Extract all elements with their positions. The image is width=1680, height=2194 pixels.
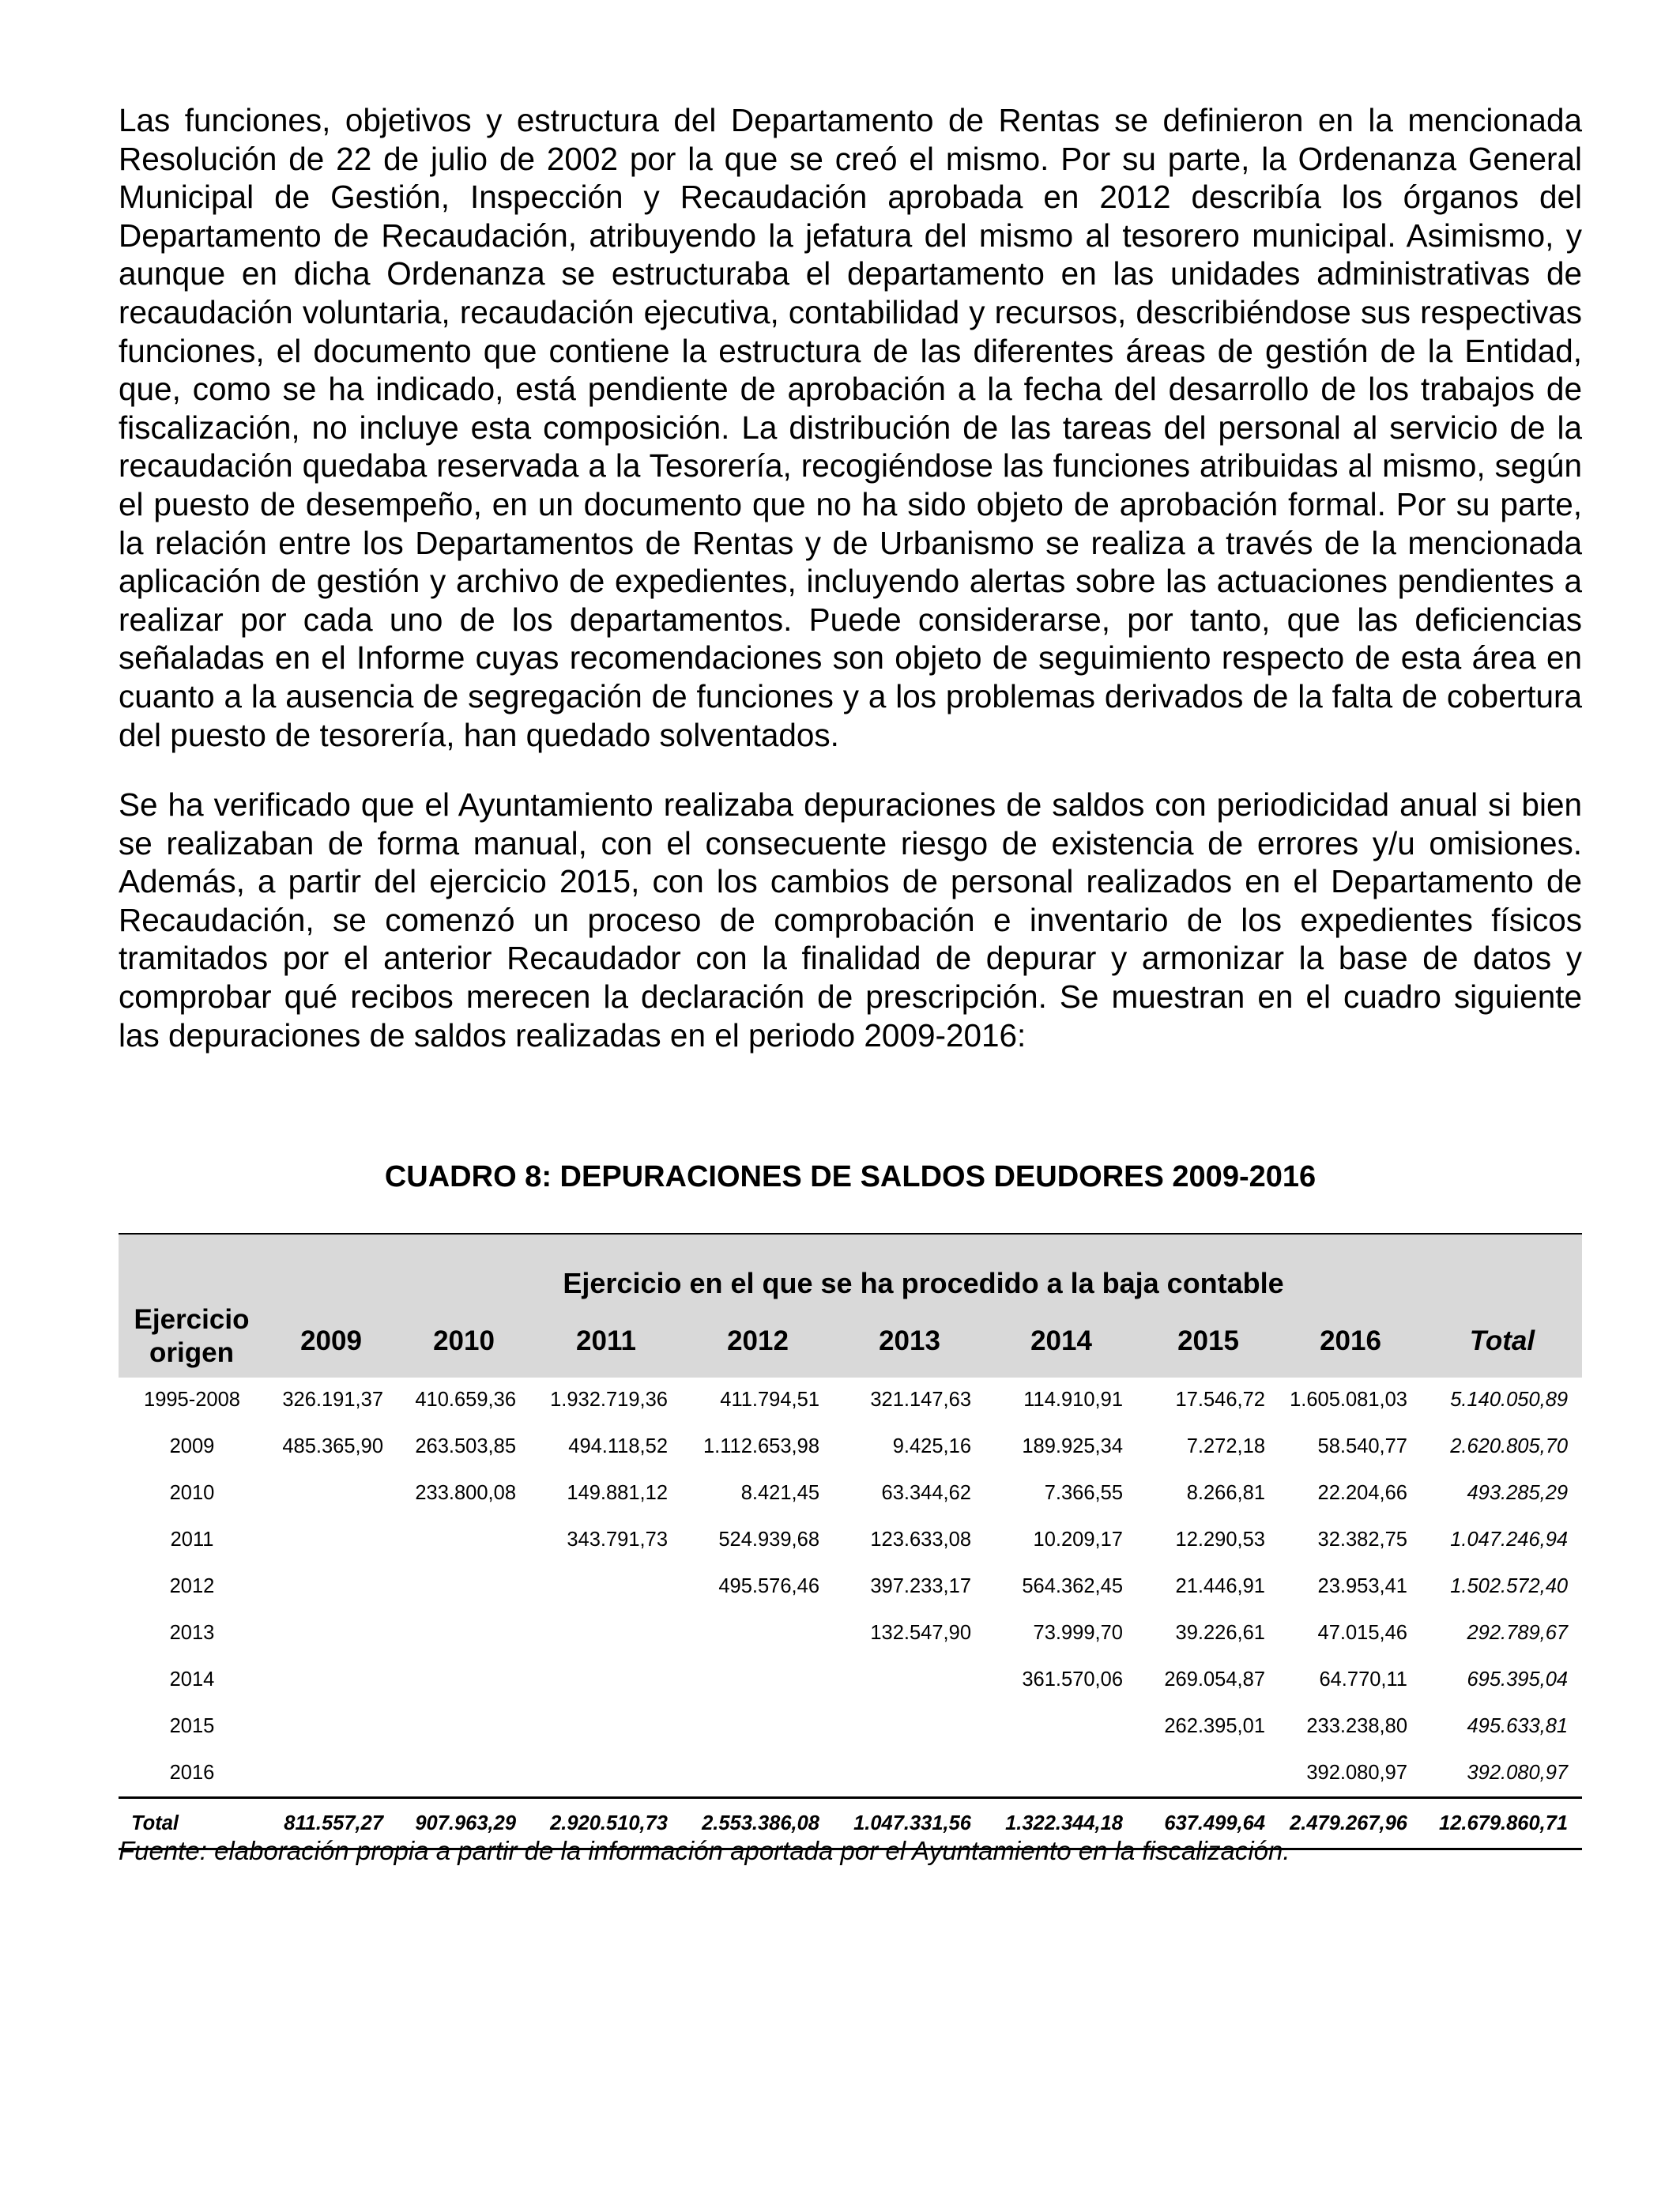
value-cell: 132.547,90 [870, 1622, 971, 1644]
value-cell: 494.118,52 [568, 1435, 668, 1457]
table-row [119, 1610, 1582, 1657]
value-cell: 10.209,17 [1033, 1529, 1123, 1551]
data-table [119, 1233, 1582, 1850]
value-cell [397, 1610, 530, 1657]
value-cell [530, 1610, 682, 1657]
value-cell: 392.080,97 [1306, 1762, 1407, 1784]
value-cell: 32.382,75 [1317, 1529, 1407, 1551]
row-origin-cell: 2016 [169, 1762, 215, 1784]
row-total-cell: 5.140.050,89 [1450, 1389, 1569, 1411]
value-cell: 233.238,80 [1306, 1715, 1407, 1737]
value-cell [397, 1517, 530, 1563]
value-cell: 149.881,12 [567, 1482, 668, 1504]
body-paragraph-1: Las funciones, objetivos y estructura del Departamento de Rentas se definieron en la mencionada Resolución de 22 de julio de 2002 por la que se creó el mismo. Por su parte, la Ordenanza General Municipal de Gestión, Inspección y Recaudación aprobada en 2012 describía los órganos del Departamento de Recaudación, atribuyendo la jefatura del mismo al tesorero municipal. Asimismo, y aunque en dicha Ordenanza se estructuraba el departamento en las unidades administrativas de recaudación voluntaria, recaudación ejecutiva, contabilidad y recursos, describiéndose sus respectivas funciones, el documento que contiene la estructura de las diferentes áreas de gestión de la Entidad, que, como se ha indicado, está pendiente de aprobación a la fecha del desarrollo de los trabajos de fiscalización, no incluye esta composición. La distribución de las tareas del personal al servicio de la recaudación quedaba reservada a la Tesorería, recogiéndose las funciones atribuidas al mismo, según el puesto de desempeño, en un documento que no ha sido objeto de aprobación formal. Por su parte, la relación entre los Departamentos de Rentas y de Urbanismo se realiza a través de la mencionada aplicación de gestión y archivo de expedientes, incluyendo alertas sobre las actuaciones pendientes a realizar por cada uno de los departamentos. Puede considerarse, por tanto, que las deficiencias señaladas en el Informe cuyas recomendaciones son objeto de seguimiento respecto de esta área en cuanto a la ausencia de segregación de funciones y a los problemas derivados de la falta de cobertura del puesto de tesorería, han quedado solventados. [119, 102, 1582, 753]
row-total-cell: 392.080,97 [1467, 1762, 1569, 1784]
value-cell [265, 1657, 397, 1703]
total-value-cell: 1.322.344,18 [1005, 1811, 1123, 1834]
value-cell: 321.147,63 [870, 1389, 971, 1411]
table-row [119, 1563, 1582, 1610]
table-body [119, 1378, 1582, 1798]
row-origin-cell: 1995-2008 [144, 1389, 240, 1411]
value-cell: 343.791,73 [567, 1529, 668, 1551]
value-cell: 1.932.719,36 [550, 1389, 668, 1411]
table-container [119, 1233, 1582, 1850]
value-cell: 189.925,34 [1022, 1435, 1123, 1457]
value-cell [834, 1703, 985, 1750]
value-cell: 39.226,61 [1175, 1622, 1265, 1644]
column-header-year: 2013 [834, 1305, 985, 1378]
value-cell: 47.015,46 [1317, 1622, 1407, 1644]
row-origin-cell: 2014 [169, 1668, 215, 1691]
value-cell: 233.800,08 [415, 1482, 516, 1504]
column-header-year: 2012 [682, 1305, 834, 1378]
value-cell: 8.421,45 [740, 1482, 819, 1504]
value-cell [265, 1470, 397, 1517]
table-row [119, 1423, 1582, 1470]
value-cell [682, 1610, 834, 1657]
row-origin-cell: 2011 [170, 1529, 214, 1551]
table-header-row [119, 1234, 1582, 1305]
column-header-year: 2010 [397, 1305, 530, 1378]
value-cell [682, 1657, 834, 1703]
value-cell: 17.546,72 [1175, 1389, 1265, 1411]
value-cell [985, 1703, 1137, 1750]
row-origin-cell: 2010 [169, 1482, 215, 1504]
value-cell [834, 1750, 985, 1798]
row-total-cell: 695.395,04 [1467, 1668, 1569, 1691]
value-cell: 397.233,17 [870, 1575, 971, 1597]
table-row [119, 1703, 1582, 1750]
value-cell: 263.503,85 [415, 1435, 516, 1457]
body-paragraph-2: Se ha verificado que el Ayuntamiento realizaba depuraciones de saldos con periodicidad anual si bien se realizaban de forma manual, con el consecuente riesgo de existencia de errores y/u omisiones. Además, a partir del ejercicio 2015, con los cambios de personal realizados en el Departamento de Recaudación, se comenzó un proceso de comprobación e inventario de los expedientes físicos tramitados por el anterior Recaudador con la finalidad de depurar y armonizar la base de datos y comprobar qué recibos merecen la declaración de prescripción. Se muestran en el cuadro siguiente las depuraciones de saldos realizadas en el periodo 2009-2016: [119, 786, 1582, 1054]
row-total-cell: 1.502.572,40 [1450, 1575, 1569, 1597]
table-caption: CUADRO 8: DEPURACIONES DE SALDOS DEUDORES 2009-2016 [384, 1160, 1317, 1193]
value-cell [682, 1750, 834, 1798]
column-header-total: Total [1422, 1305, 1582, 1378]
row-total-cell: 495.633,81 [1467, 1715, 1569, 1737]
value-cell [530, 1703, 682, 1750]
total-value-cell: 2.553.386,08 [702, 1811, 819, 1834]
total-value-cell: 2.479.267,96 [1290, 1811, 1407, 1834]
value-cell: 7.366,55 [1044, 1482, 1123, 1504]
value-cell: 269.054,87 [1164, 1668, 1265, 1691]
table-row [119, 1750, 1582, 1798]
row-total-cell: 2.620.805,70 [1450, 1435, 1569, 1457]
value-cell: 64.770,11 [1319, 1668, 1407, 1691]
table-row [119, 1378, 1582, 1423]
value-cell [985, 1750, 1137, 1798]
value-cell: 1.112.653,98 [703, 1435, 819, 1457]
value-cell: 1.605.081,03 [1290, 1389, 1407, 1411]
total-row-label: Total [131, 1811, 179, 1834]
column-header-year: 2009 [265, 1305, 397, 1378]
value-cell: 63.344,62 [881, 1482, 971, 1504]
row-total-cell: 292.789,67 [1467, 1622, 1569, 1644]
row-total-cell: 493.285,29 [1467, 1482, 1569, 1504]
value-cell [265, 1610, 397, 1657]
value-cell: 326.191,37 [282, 1389, 383, 1411]
value-cell [530, 1563, 682, 1610]
value-cell [397, 1563, 530, 1610]
row-origin-cell: 2009 [169, 1435, 215, 1457]
value-cell: 485.365,90 [282, 1435, 383, 1457]
value-cell [265, 1563, 397, 1610]
total-value-cell: 1.047.331,56 [853, 1811, 971, 1834]
value-cell: 12.290,53 [1175, 1529, 1265, 1551]
table-row [119, 1470, 1582, 1517]
value-cell: 8.266,81 [1186, 1482, 1265, 1504]
total-value-cell: 2.920.510,73 [550, 1811, 668, 1834]
value-cell: 524.939,68 [718, 1529, 819, 1551]
origin-column-header [119, 1234, 265, 1378]
value-cell: 23.953,41 [1317, 1575, 1407, 1597]
origin-header-line1: Ejercicio [134, 1304, 250, 1335]
total-value-cell: 811.557,27 [284, 1811, 383, 1834]
value-cell [530, 1750, 682, 1798]
value-cell: 22.204,66 [1317, 1482, 1407, 1504]
value-cell: 73.999,70 [1033, 1622, 1123, 1644]
value-cell [265, 1750, 397, 1798]
value-cell [265, 1517, 397, 1563]
row-origin-cell: 2013 [169, 1622, 215, 1644]
column-header-year: 2014 [985, 1305, 1137, 1378]
value-cell: 410.659,36 [415, 1389, 516, 1411]
value-cell [265, 1703, 397, 1750]
column-header-year: 2015 [1137, 1305, 1279, 1378]
year-header-row [119, 1305, 1582, 1378]
value-cell: 7.272,18 [1186, 1435, 1265, 1457]
value-cell: 9.425,16 [892, 1435, 971, 1457]
value-cell: 21.446,91 [1175, 1575, 1265, 1597]
value-cell [1137, 1750, 1279, 1798]
value-cell: 58.540,77 [1317, 1435, 1407, 1457]
value-cell [834, 1657, 985, 1703]
table-row [119, 1657, 1582, 1703]
row-origin-cell: 2015 [169, 1715, 215, 1737]
table-row [119, 1517, 1582, 1563]
row-origin-cell: 2012 [169, 1575, 215, 1597]
value-cell: 495.576,46 [718, 1575, 819, 1597]
column-header-year: 2011 [530, 1305, 682, 1378]
value-cell [397, 1750, 530, 1798]
value-cell: 114.910,91 [1023, 1389, 1123, 1411]
value-cell [530, 1657, 682, 1703]
value-cell: 411.794,51 [720, 1389, 819, 1411]
value-cell: 361.570,06 [1022, 1668, 1123, 1691]
table-source-note: Fuente: elaboración propia a partir de la información aportada por el Ayuntamiento en la fiscalización. [119, 1836, 1290, 1865]
value-cell [397, 1657, 530, 1703]
value-cell [397, 1703, 530, 1750]
grand-total-cell: 12.679.860,71 [1439, 1811, 1569, 1834]
origin-header-line2: origen [149, 1337, 234, 1368]
value-cell [682, 1703, 834, 1750]
value-cell: 564.362,45 [1022, 1575, 1123, 1597]
group-header: Ejercicio en el que se ha procedido a la baja contable [265, 1234, 1582, 1305]
column-header-year: 2016 [1279, 1305, 1422, 1378]
total-value-cell: 907.963,29 [415, 1811, 516, 1834]
value-cell: 123.633,08 [870, 1529, 971, 1551]
row-total-cell: 1.047.246,94 [1450, 1529, 1569, 1551]
total-value-cell: 637.499,64 [1164, 1811, 1265, 1834]
value-cell: 262.395,01 [1164, 1715, 1265, 1737]
